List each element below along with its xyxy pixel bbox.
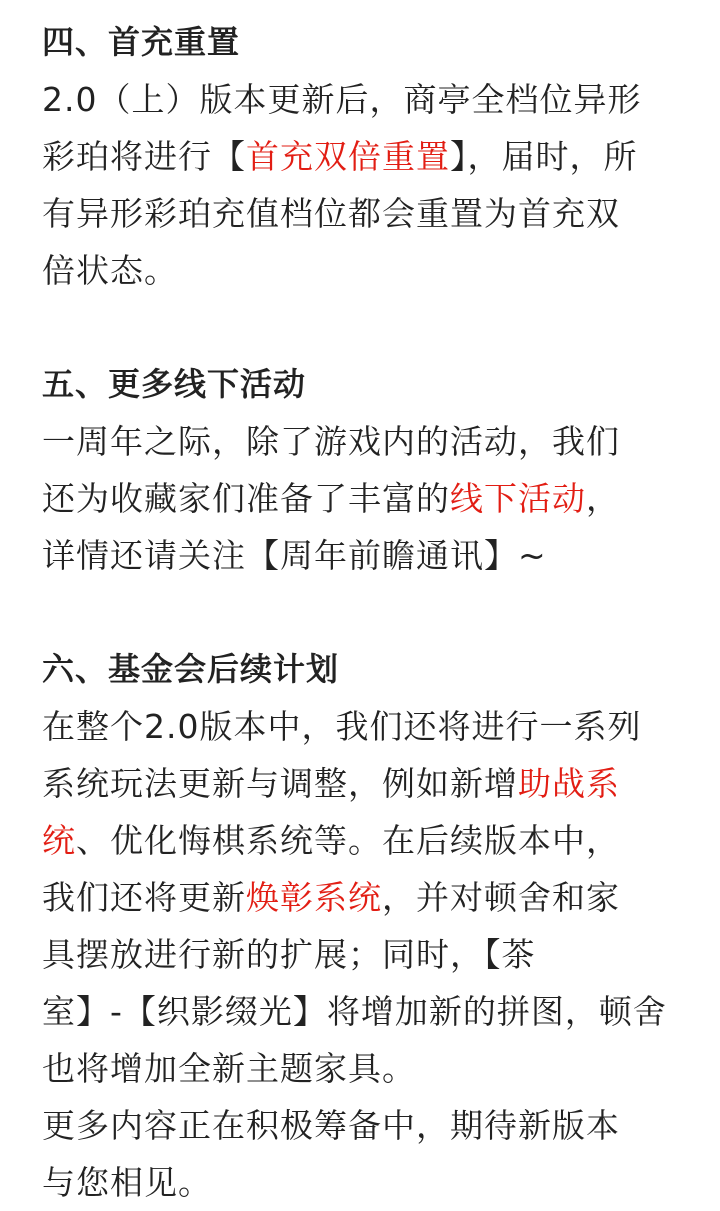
spacer xyxy=(42,584,682,641)
paragraph-line: 2.0（上）版本更新后，商亭全档位异形 xyxy=(42,80,642,119)
paragraph-line: 在整个2.0版本中，我们还将进行一系列 xyxy=(42,707,642,746)
section-heading-foundation-plan: 六、基金会后续计划 xyxy=(42,650,340,688)
highlight-text: 首充双倍重置 xyxy=(246,137,450,176)
paragraph-line: 我们还将更新焕彰系统，并对顿舍和家 xyxy=(42,878,620,917)
paragraph-line: 一周年之际，除了游戏内的活动，我们 xyxy=(42,422,620,461)
paragraph-line: 也将增加全新主题家具。 xyxy=(42,1049,416,1088)
paragraph-line: 有异形彩珀充值档位都会重置为首充双 xyxy=(42,194,620,233)
section-heading-offline-events: 五、更多线下活动 xyxy=(42,365,307,403)
section-heading-reset: 四、首充重置 xyxy=(42,23,241,61)
paragraph-line: 还为收藏家们准备了丰富的线下活动， xyxy=(42,479,620,518)
paragraph-line: 彩珀将进行【首充双倍重置】，届时，所 xyxy=(42,137,638,176)
spacer xyxy=(42,299,682,356)
paragraph-line: 详情还请关注【周年前瞻通讯】~ xyxy=(42,536,547,575)
paragraph-line: 室】-【织影缀光】将增加新的拼图，顿舍 xyxy=(42,992,667,1031)
article-body xyxy=(42,14,682,1211)
highlight-text: 统 xyxy=(42,821,76,860)
paragraph-line: 更多内容正在积极筹备中，期待新版本 xyxy=(42,1106,620,1145)
highlight-text: 线下活动 xyxy=(450,479,586,518)
paragraph-line: 系统玩法更新与调整，例如新增助战系 xyxy=(42,764,620,803)
paragraph-line: 与您相见。 xyxy=(42,1163,212,1202)
paragraph-line: 倍状态。 xyxy=(42,251,178,290)
paragraph-line: 统、优化悔棋系统等。在后续版本中， xyxy=(42,821,620,860)
paragraph-line: 具摆放进行新的扩展；同时，【茶 xyxy=(42,935,536,974)
highlight-text: 焕彰系统 xyxy=(246,878,382,917)
highlight-text: 助战系 xyxy=(518,764,620,803)
